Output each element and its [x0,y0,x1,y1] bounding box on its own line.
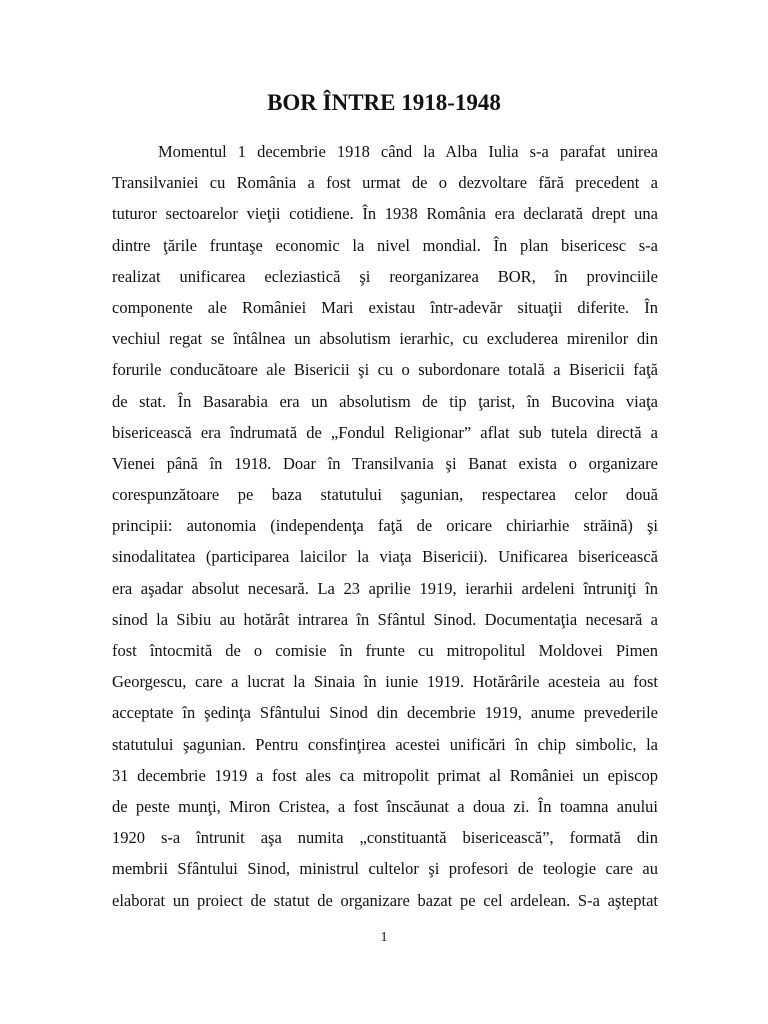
text-line: sinodalitatea (participarea laicilor la viaţa Bisericii). Unificarea bisericească [112,547,658,567]
text-line: 1920 s-a întrunit aşa numita „constituantă bisericească”, formată din [112,828,658,848]
page-number: 1 [380,930,388,945]
text-line: de peste munţi, Miron Cristea, a fost înscăunat a doua zi. În toamna anului [112,796,658,816]
text-line: fost întocmită de o comisie în frunte cu mitropolitul Moldovei Pimen [112,641,658,660]
text-line: statutului şagunian. Pentru consfinţirea acestei unificări în chip simbolic, la [112,734,658,754]
text-line: principii: autonomia (independenţa faţă de oricare chiriarhie străină) şi [112,516,658,536]
body-paragraph [112,136,658,916]
text-line: corespunzătoare pe baza statutului şagunian, respectarea celor două [112,485,658,505]
document-title: BOR ÎNTRE 1918-1948 [267,90,501,115]
text-line: vechiul regat se întâlnea un absolutism ierarhic, cu excluderea mirenilor din [112,329,658,349]
text-line: Transilvaniei cu România a fost urmat de o dezvoltare fără precedent a [112,173,658,193]
text-line: acceptate în şedinţa Sfântului Sinod din decembrie 1919, anume prevederile [112,703,658,723]
text-line: Georgescu, care a lucrat la Sinaia în iunie 1919. Hotărârile acesteia au fost [112,672,658,692]
text-line: Vienei până în 1918. Doar în Transilvania şi Banat exista o organizare [112,453,658,473]
text-line: forurile conducătoare ale Bisericii şi cu o subordonare totală a Bisericii faţă [112,360,658,380]
text-line: elaborat un proiect de statut de organizare bazat pe cel ardelean. S-a aşteptat [112,890,658,910]
text-line: era aşadar absolut necesară. La 23 aprilie 1919, ierarhii ardeleni întruniţi în [112,578,658,598]
text-line: dintre ţările fruntaşe economic la nivel mondial. În plan bisericesc s-a [112,235,658,255]
text-line: Momentul 1 decembrie 1918 când la Alba Iulia s-a parafat unirea [158,142,658,161]
text-line: realizat unificarea ecleziastică şi reorganizarea BOR, în provinciile [112,266,658,286]
text-line: tuturor sectoarelor vieţii cotidiene. În 1938 România era declarată drept una [112,204,658,224]
text-line: membrii Sfântului Sinod, ministrul cultelor şi profesori de teologie care au [112,859,658,879]
text-line: bisericească era îndrumată de „Fondul Religionar” aflat sub tutela directă a [112,422,658,442]
text-line: sinod la Sibiu au hotărât intrarea în Sfântul Sinod. Documentaţia necesară a [112,609,658,629]
text-line: componente ale României Mari existau într-adevăr situaţii diferite. În [112,297,658,317]
text-line: de stat. În Basarabia era un absolutism de tip ţarist, în Bucovina viaţa [112,391,658,411]
text-line: 31 decembrie 1919 a fost ales ca mitropolit primat al României un episcop [112,765,658,785]
